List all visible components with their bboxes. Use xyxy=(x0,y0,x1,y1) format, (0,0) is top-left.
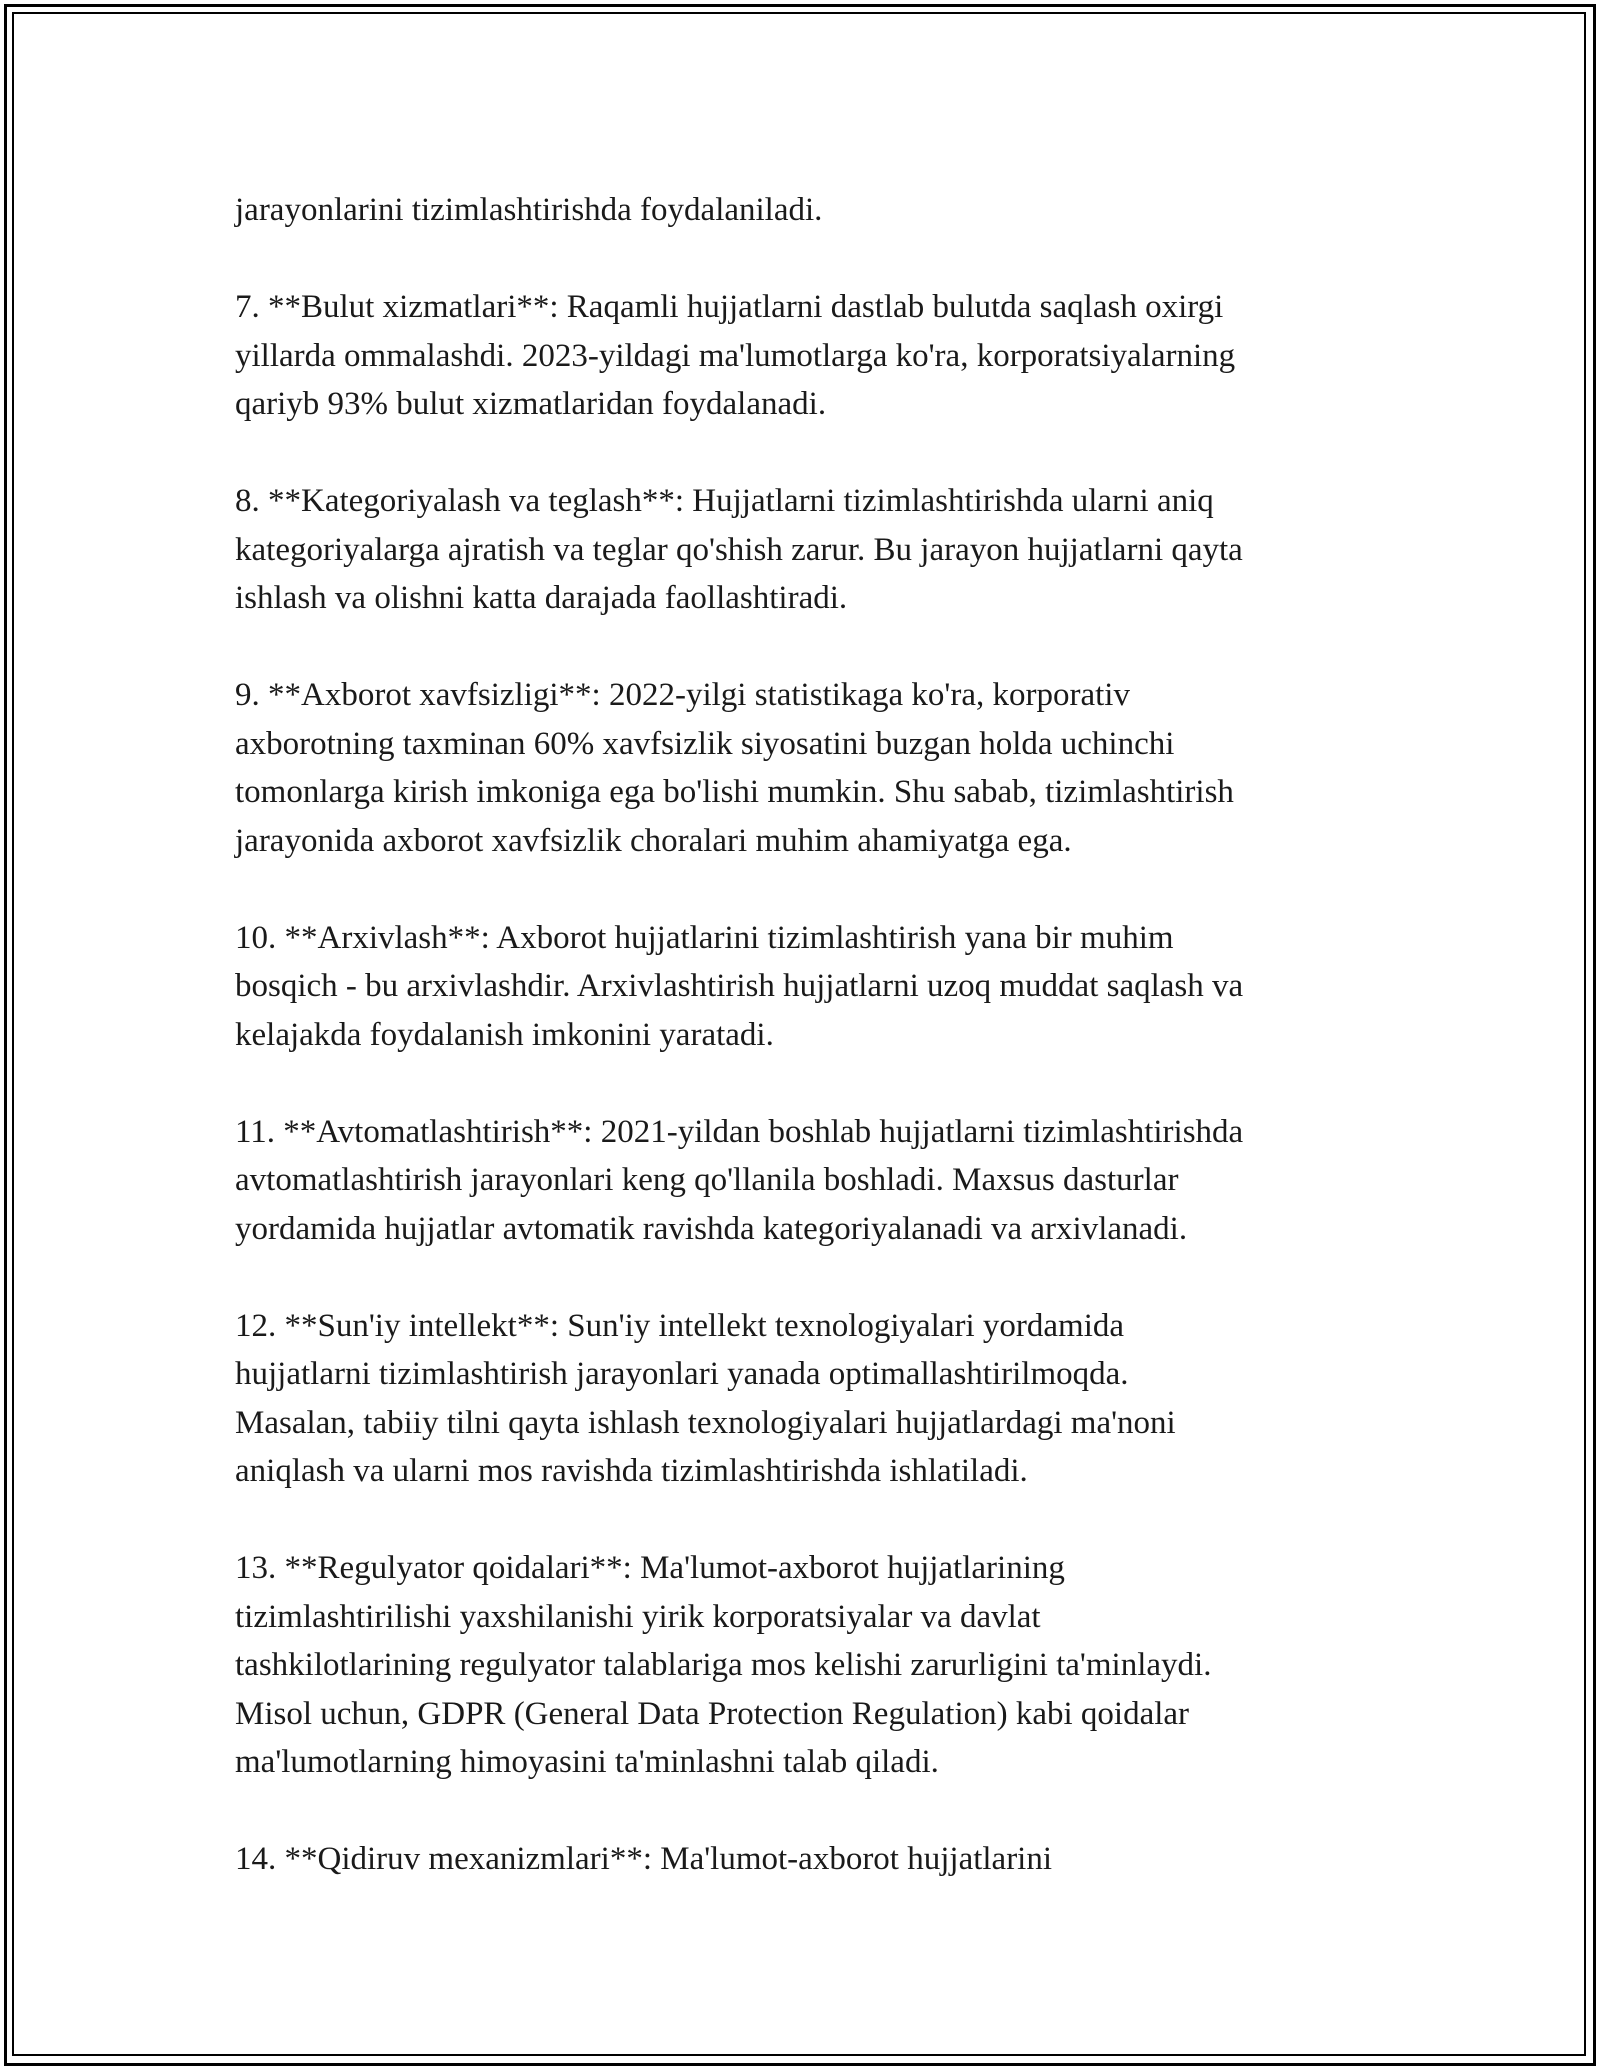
paragraph-item-7: 7. **Bulut xizmatlari**: Raqamli hujjatlarni dastlab bulutda saqlash oxirgi yillarda ommalashdi. 2023-yildagi ma'lumotlarga ko'ra, korporatsiyalarning qariyb 93% bulut xizmatlaridan foydalanadi. xyxy=(235,289,1236,422)
paragraph-item-12: 12. **Sun'iy intellekt**: Sun'iy intellekt texnologiyalari yordamida hujjatlarni tizimlashtirish jarayonlari yanada optimallashtirilmoqda. Masalan, tabiiy tilni qayta ishlash texnologiyalari hujjatlardagi ma'noni aniqlash va ularni mos ravishda tizimlashtirishda ishlatiladi. xyxy=(235,1307,1176,1489)
document-body xyxy=(235,186,1385,1884)
paragraph-item-9: 9. **Axborot xavfsizligi**: 2022-yilgi statistikaga ko'ra, korporativ axborotning taxminan 60% xavfsizlik siyosatini buzgan holda uchinchi tomonlarga kirish imkoniga ega bo'lishi mumkin. Shu sabab, tizimlashtirish jarayonida axborot xavfsizlik choralari muhim ahamiyatga ega. xyxy=(235,677,1234,859)
paragraph-item-14: 14. **Qidiruv mexanizmlari**: Ma'lumot-axborot hujjatlarini xyxy=(235,1841,1053,1877)
paragraph-item-11: 11. **Avtomatlashtirish**: 2021-yildan boshlab hujjatlarni tizimlashtirishda avtomatlashtirish jarayonlari keng qo'llanila boshladi. Maxsus dasturlar yordamida hujjatlar avtomatik ravishda kategoriyalanadi va arxivlanadi. xyxy=(235,1113,1244,1247)
paragraph-item-8: 8. **Kategoriyalash va teglash**: Hujjatlarni tizimlashtirishda ularni aniq kategoriyalarga ajratish va teglar qo'shish zarur. Bu jarayon hujjatlarni qayta ishlash va olishni katta darajada faollashtiradi. xyxy=(235,483,1243,616)
paragraph-item-10: 10. **Arxivlash**: Axborot hujjatlarini tizimlashtirish yana bir muhim bosqich - bu arxivlashdir. Arxivlashtirish hujjatlarni uzoq muddat saqlash va kelajakda foydalanish imkonini yaratadi. xyxy=(235,919,1244,1053)
paragraph-continuation: jarayonlarini tizimlashtirishda foydalaniladi. xyxy=(235,192,823,228)
paragraph-item-13: 13. **Regulyator qoidalari**: Ma'lumot-axborot hujjatlarining tizimlashtirilishi yaxshilanishi yirik korporatsiyalar va davlat tashkilotlarining regulyator talablariga mos kelishi zarurligini ta'minlaydi. Misol uchun, GDPR (General Data Protection Regulation) kabi qoidalar ma'lumotlarning himoyasini ta'minlashni talab qiladi. xyxy=(235,1550,1212,1780)
